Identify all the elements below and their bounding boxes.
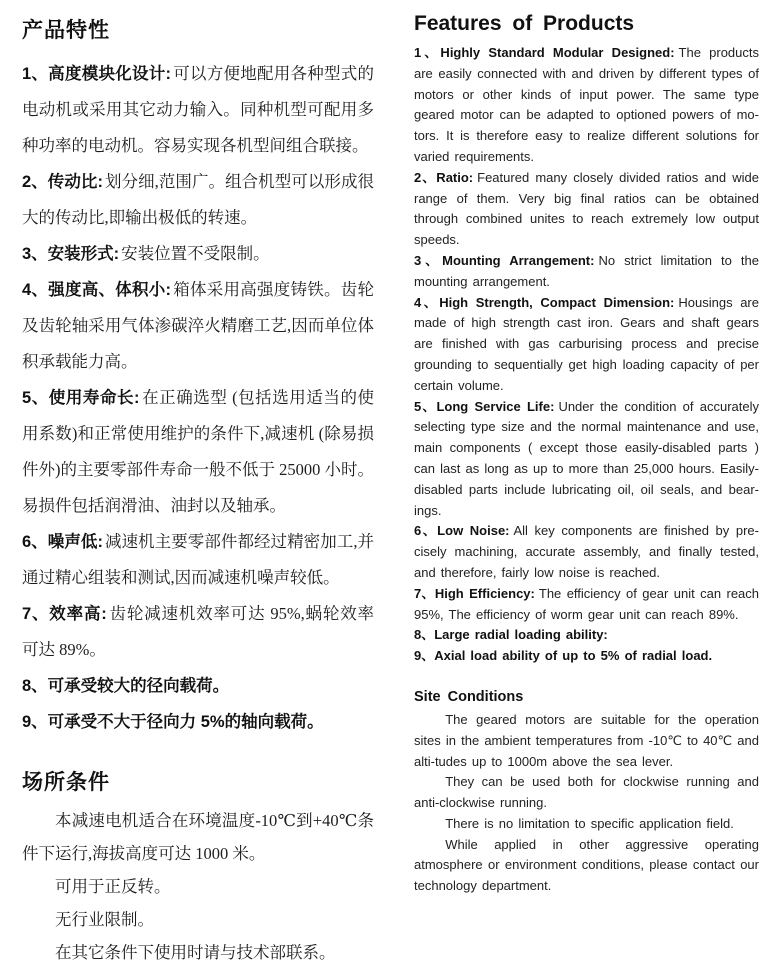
features-column-chinese xyxy=(22,14,374,969)
cn-feature-item-8 xyxy=(22,668,374,704)
feature-label: 7、效率高: xyxy=(22,605,107,623)
en-feature-item-1 xyxy=(414,43,759,168)
en-feature-item-7 xyxy=(414,584,759,626)
feature-label: 1、高度模块化设计: xyxy=(22,65,171,83)
cn-feature-item-1 xyxy=(22,56,374,164)
feature-label: 4、High Strength, Compact Dimension: xyxy=(414,294,675,310)
feature-text: 减速机主要零部件都经过精密加工,并通过精心组装和测试,因而减速机噪声较低。 xyxy=(22,532,375,587)
feature-text: 齿轮减速机效率可达 95%,蜗轮效率可达 89%。 xyxy=(22,604,375,659)
feature-label: 3、安装形式: xyxy=(22,245,120,263)
cn-feature-item-5 xyxy=(22,380,374,524)
feature-text: Under the condition of accurately selecting type size and the normal maintenance and use, main components ( except those easily-disabled parts ) can last as long as up to more than 25,000 hours. Easily-disabled parts include lubricating oil, oil seals, and bear-ings. xyxy=(414,398,760,518)
feature-text: 在正确选型 (包括选用适当的使用系数)和正常使用维护的条件下,减速机 (除易损件外)的主要零部件寿命一般不低于 25000 小时。易损件包括润滑油、油封以及轴承。 xyxy=(22,388,375,515)
feature-text: 箱体采用高强度铸铁。齿轮及齿轮轴采用气体渗碳淬火精磨工艺,因而单位体积承载能力高。 xyxy=(22,280,375,371)
en-features-title: Features of Products xyxy=(414,12,635,35)
en-feature-item-4 xyxy=(414,293,759,397)
feature-label: 5、Long Service Life: xyxy=(414,398,555,414)
feature-label: 8、Large radial loading ability: xyxy=(414,627,608,643)
cn-site-paragraph: 可用于正反转。 xyxy=(55,877,171,896)
en-site-paragraph: There is no limitation to specific application field. xyxy=(445,815,734,831)
feature-text: Housings are made of high strength cast iron. Gears and shaft gears are finished with gas carburising process and precise grounding to sequentially get high loading capacity of per certain volume. xyxy=(414,294,759,393)
en-feature-item-9 xyxy=(414,646,759,667)
feature-text: The efficiency of gear unit can reach 95%, The efficiency of worm gear unit can reach 89%. xyxy=(414,585,760,622)
en-site-paragraph: They can be used both for clockwise running and anti-clockwise running. xyxy=(414,774,759,811)
feature-label: 6、噪声低: xyxy=(22,533,103,551)
cn-feature-item-7 xyxy=(22,596,374,668)
cn-feature-item-2 xyxy=(22,164,374,236)
feature-label: 8、可承受较大的径向载荷。 xyxy=(22,677,230,695)
feature-label: 5、使用寿命长: xyxy=(22,389,140,407)
feature-text: 安装位置不受限制。 xyxy=(121,244,270,263)
feature-label: 7、High Efficiency: xyxy=(414,585,535,601)
cn-feature-item-6 xyxy=(22,524,374,596)
en-feature-item-6 xyxy=(414,521,759,583)
en-site-conditions-title: Site Conditions xyxy=(414,688,524,705)
cn-feature-item-9 xyxy=(22,704,374,740)
cn-site-paragraph: 无行业限制。 xyxy=(55,910,154,929)
en-site-paragraph: The geared motors are suitable for the operation sites in the ambient temperatures from -10℃ to 40℃ and alti-tudes up to 1000m above the sea lever. xyxy=(414,711,759,769)
feature-text: 可以方便地配用各种型式的电动机或采用其它动力输入。同种机型可配用多种功率的电动机。容易实现各机型间组合联接。 xyxy=(22,64,375,155)
feature-label: 9、Axial load ability of up to 5% of radial load. xyxy=(414,648,713,664)
en-feature-item-8 xyxy=(414,625,759,646)
cn-features-title: 产品特性 xyxy=(22,19,110,42)
en-site-paragraph: While applied in other aggressive operating atmosphere or environment conditions, please contact our technology department. xyxy=(414,836,759,894)
feature-text: 划分细,范围广。组合机型可以形成很大的传动比,即输出极低的转速。 xyxy=(22,172,375,227)
feature-label: 4、强度高、体积小: xyxy=(22,281,171,299)
en-feature-item-5 xyxy=(414,397,759,522)
en-feature-item-3 xyxy=(414,251,759,293)
feature-label: 2、传动比: xyxy=(22,173,103,191)
feature-label: 9、可承受不大于径向力 5%的轴向载荷。 xyxy=(22,713,324,731)
feature-text: Featured many closely divided ratios and wide range of them. Very big final ratios can be obtained through combined unites to reach extremely low output speeds. xyxy=(414,169,760,248)
cn-feature-item-4 xyxy=(22,272,374,380)
feature-text: All key components are finished by pre-cisely machining, accurate assembly, and finally tested, and therefore, fairly low noise is reached. xyxy=(414,523,759,580)
en-feature-item-2 xyxy=(414,168,759,251)
cn-site-conditions-title: 场所条件 xyxy=(22,771,110,794)
feature-label: 2、Ratio: xyxy=(414,169,474,185)
feature-text: No strict limitation to the mounting arrangement. xyxy=(414,252,759,289)
feature-label: 6、Low Noise: xyxy=(414,523,510,539)
cn-site-paragraph: 本减速电机适合在环境温度-10℃到+40℃条件下运行,海拔高度可达 1000 米。 xyxy=(22,811,374,863)
feature-text: The products are easily connected with and driven by different types of motors or other kinds of input power. The same type geared motor can be adapted to optioned powers of mo-tors. It is therefore easy to realize different solutions for varied requirements. xyxy=(414,45,760,164)
feature-label: 3、Mounting Arrangement: xyxy=(414,252,595,268)
cn-site-paragraph: 在其它条件下使用时请与技术部联系。 xyxy=(55,943,336,962)
features-column-english xyxy=(414,12,759,897)
feature-label: 1、Highly Standard Modular Designed: xyxy=(414,45,675,60)
cn-feature-item-3 xyxy=(22,236,374,272)
